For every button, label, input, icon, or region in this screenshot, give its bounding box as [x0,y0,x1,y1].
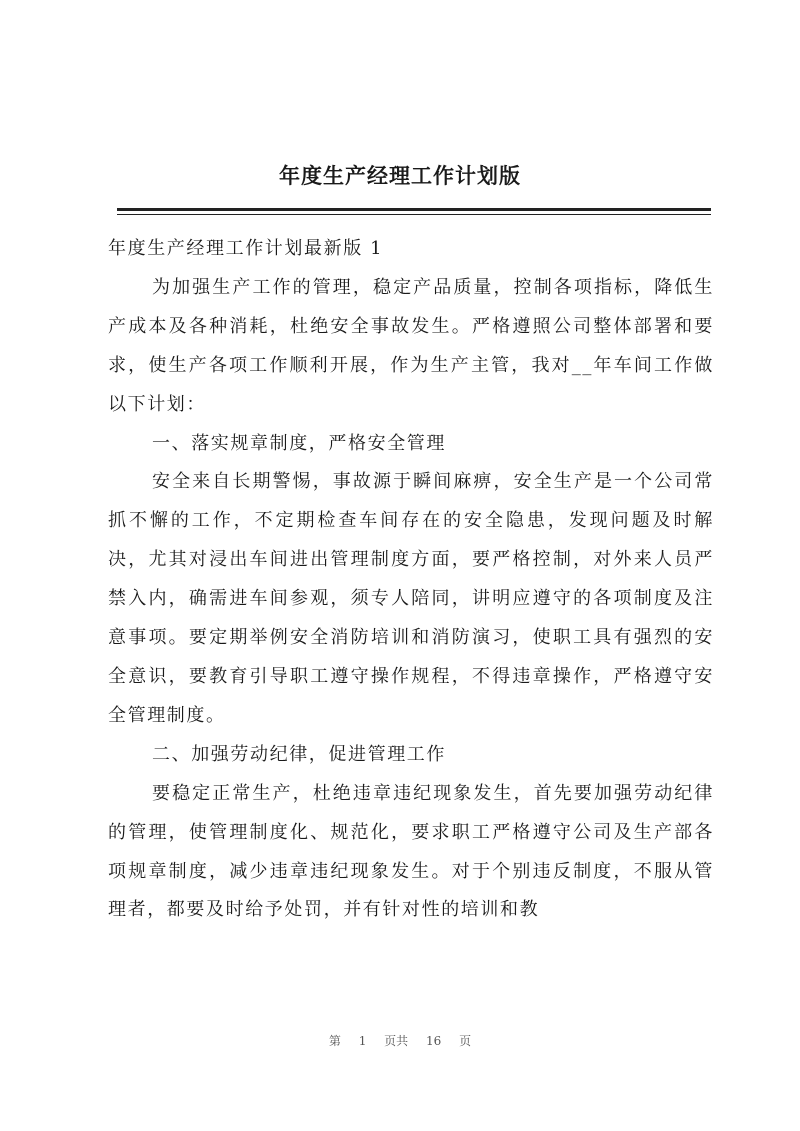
paragraph-discipline: 要稳定正常生产，杜绝违章违纪现象发生，首先要加强劳动纪律的管理，使管理制度化、规范化，要求职工严格遵守公司及生产部各项规章制度，减少违章违纪现象发生。对于个别违反制度，不服从管理者，都要及时给予处罚，并有针对性的培训和教 [108,782,714,921]
title-divider [117,208,711,211]
paragraph-safety: 安全来自长期警惕，事故源于瞬间麻痹，安全生产是一个公司常抓不懈的工作，不定期检查车间存在的安全隐患，发现问题及时解决，尤其对浸出车间进出管理制度方面，要严格控制，对外来人员严禁入内，确需进车间参观，须专人陪同，讲明应遵守的各项制度及注意事项。要定期举例安全消防培训和消防演习，使职工具有强烈的安全意识，要教育引导职工遵守操作规程，不得违章操作，严格遵守安全管理制度。 [108,471,714,726]
document-subtitle: 年度生产经理工作计划最新版 1 [108,238,384,259]
section-heading-1: 一、落实规章制度，严格安全管理 [152,432,446,454]
title-divider-thin [117,214,711,215]
section-heading-2: 二、加强劳动纪律，促进管理工作 [152,743,446,765]
paragraph-intro: 为加强生产工作的管理，稳定产品质量，控制各项指标，降低生产成本及各种消耗，杜绝安全事故发生。严格遵照公司整体部署和要求，使生产各项工作顺利开展，作为生产主管，我对__年车间工作做以下计划： [108,276,714,415]
document-title: 年度生产经理工作计划版 [279,163,521,188]
document-body [108,230,714,930]
page-number-footer: 第 1 页共 16 页 [328,1034,472,1048]
